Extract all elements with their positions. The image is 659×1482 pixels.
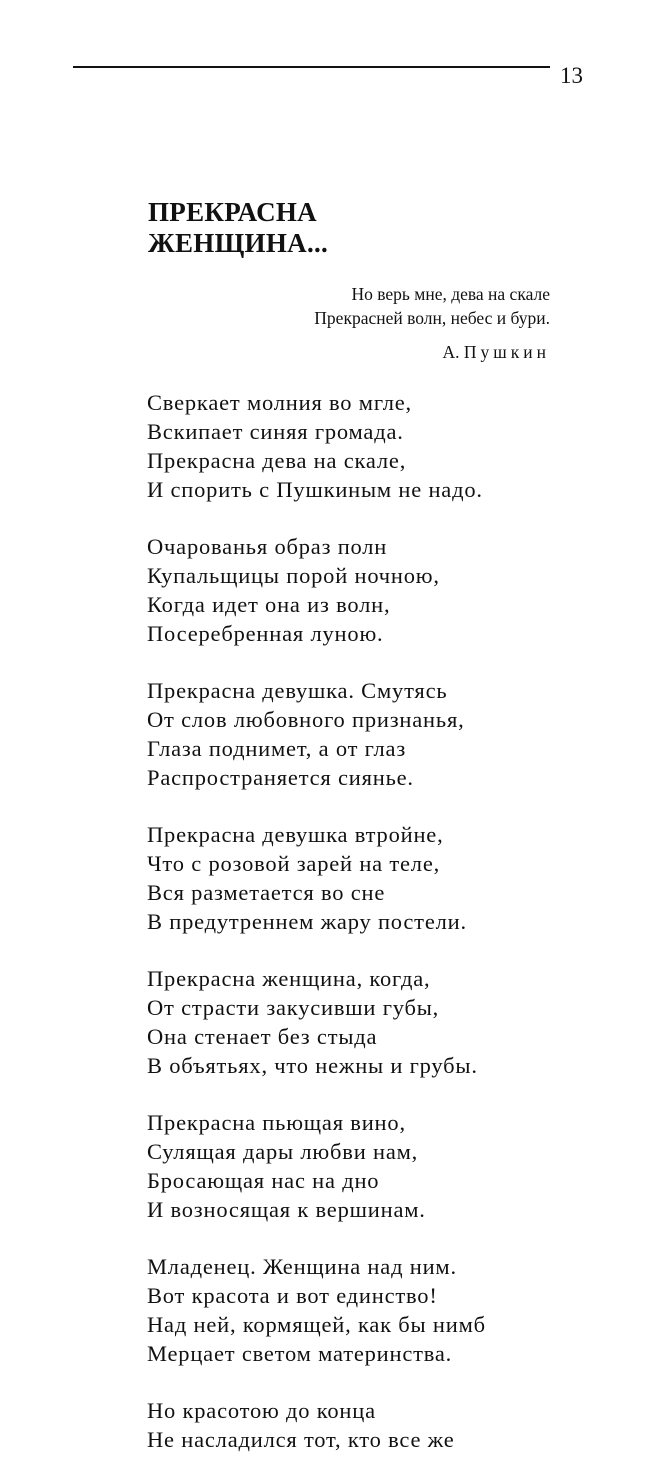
verse-line: От страсти закусивши губы,: [147, 995, 440, 1020]
verse-line: Купальщицы порой ночною,: [147, 563, 440, 588]
epigraph-line: Но верь мне, дева на скале: [351, 284, 550, 304]
verse-line: Над ней, кормящей, как бы нимб: [147, 1312, 486, 1337]
verse-line: Мерцает светом материнства.: [147, 1341, 453, 1366]
verse-line: Не насладился тот, кто все же: [147, 1427, 455, 1452]
verse-line: Вся разметается во сне: [147, 880, 386, 905]
stanza: [147, 532, 486, 648]
poem-body: [147, 388, 486, 1482]
verse-line: Прекрасна женщина, когда,: [147, 966, 431, 991]
epigraph-initial: А.: [442, 342, 460, 362]
verse-line: Распространяется сиянье.: [147, 765, 414, 790]
stanza: [147, 1108, 486, 1224]
verse-line: Бросающая нас на дно: [147, 1168, 380, 1193]
poem-title-line: ЖЕНЩИНА...: [148, 228, 329, 258]
verse-line: Прекрасна девушка. Смутясь: [147, 678, 448, 703]
verse-line: Вскипает синяя громада.: [147, 419, 404, 444]
verse-line: Вот красота и вот единство!: [147, 1283, 438, 1308]
verse-line: Младенец. Женщина над ним.: [147, 1254, 457, 1279]
verse-line: Глаза поднимет, а от глаз: [147, 736, 407, 761]
verse-line: Что с розовой зарей на теле,: [147, 851, 441, 876]
stanza: [147, 1396, 486, 1454]
verse-line: Когда идет она из волн,: [147, 592, 391, 617]
stanza: [147, 1252, 486, 1368]
verse-line: Очарованья образ полн: [147, 534, 388, 559]
verse-line: И спорить с Пушкиным не надо.: [147, 477, 483, 502]
epigraph: [314, 282, 550, 364]
epigraph-attribution: [314, 340, 550, 364]
header-rule: [73, 66, 550, 68]
verse-line: И возносящая к вершинам.: [147, 1197, 426, 1222]
verse-line: Посеребренная луною.: [147, 621, 384, 646]
epigraph-line: Прекрасней волн, небес и бури.: [314, 308, 550, 328]
verse-line: Сулящая дары любви нам,: [147, 1139, 419, 1164]
verse-line: Прекрасна пьющая вино,: [147, 1110, 406, 1135]
stanza: [147, 388, 486, 504]
verse-line: В предутреннем жару постели.: [147, 909, 467, 934]
stanza: [147, 820, 486, 936]
verse-line: Прекрасна дева на скале,: [147, 448, 407, 473]
page-number: 13: [560, 63, 583, 88]
verse-line: Она стенает без стыда: [147, 1024, 378, 1049]
poem-title: [148, 197, 328, 259]
verse-line: Прекрасна девушка втройне,: [147, 822, 444, 847]
stanza: [147, 676, 486, 792]
epigraph-author: Пушкин: [463, 342, 550, 362]
poem-title-line: ПРЕКРАСНА: [148, 197, 317, 227]
verse-line: От слов любовного признанья,: [147, 707, 465, 732]
verse-line: Но красотою до конца: [147, 1398, 376, 1423]
verse-line: В объятьях, что нежны и грубы.: [147, 1053, 478, 1078]
verse-line: Сверкает молния во мгле,: [147, 390, 412, 415]
stanza: [147, 964, 486, 1080]
